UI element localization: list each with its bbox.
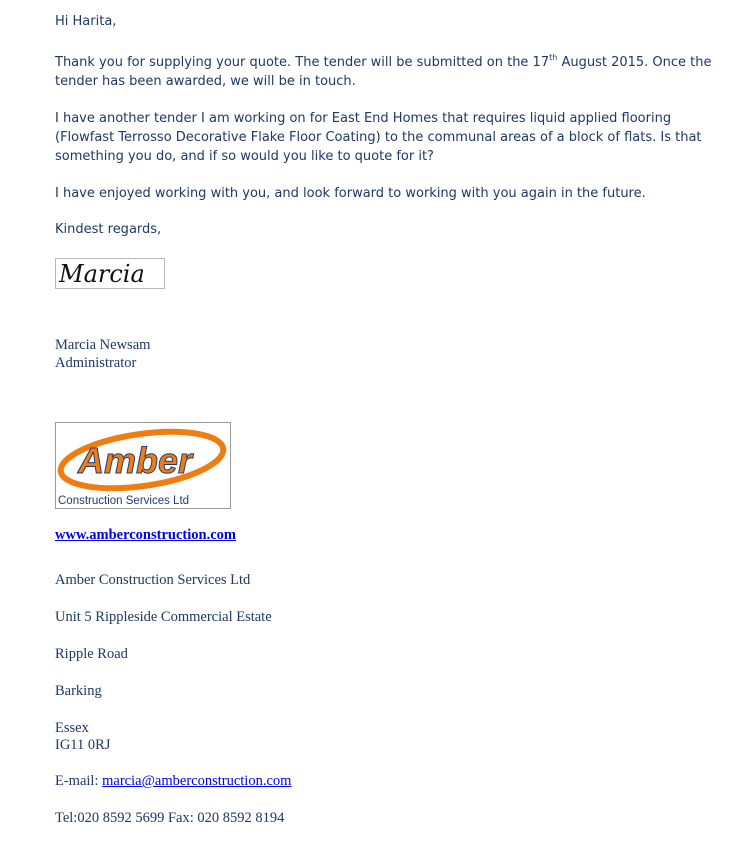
logo-subtitle-text: Construction Services Ltd <box>58 495 190 507</box>
website-link[interactable]: www.amberconstruction.com <box>55 527 236 543</box>
email-line <box>55 773 291 790</box>
sender-title: Administrator <box>55 355 137 371</box>
closing-line: Kindest regards, <box>55 222 162 237</box>
paragraph-new-tender: I have another tender I am working on for East End Homes that requires liquid applied flooring (Flowfast Terrosso Decorative Flake Floor Coating) to the communal areas of a block of flats. Is that something you do, and if so would you like to quote for it? <box>55 111 702 164</box>
email-label: E-mail: <box>55 773 103 789</box>
handwritten-signature <box>55 258 165 289</box>
address-county: Essex <box>55 720 89 736</box>
sender-name: Marcia Newsam <box>55 337 151 353</box>
address-postcode: IG11 0RJ <box>55 737 111 753</box>
paragraph-tender-submission <box>55 53 715 91</box>
greeting: Hi Harita, <box>55 14 117 29</box>
address-line-2: Ripple Road <box>55 646 128 662</box>
logo-brand-text: Amber <box>78 440 193 481</box>
email-link[interactable]: marcia@amberconstruction.com <box>102 773 292 789</box>
company-name: Amber Construction Services Ltd <box>55 572 251 588</box>
address-line-1: Unit 5 Rippleside Commercial Estate <box>55 609 272 625</box>
paragraph-tender-text-b: August 2015. Once the tender has been awarded, we will be in touch. <box>55 55 712 89</box>
address-town: Barking <box>55 683 102 699</box>
paragraph-enjoyed-working: I have enjoyed working with you, and look forward to working with you again in the future. <box>55 186 646 201</box>
paragraph-tender-text-a: Thank you for supplying your quote. The tender will be submitted on the 17 <box>55 55 550 70</box>
amber-company-logo <box>55 422 231 509</box>
signature-script: Marcia <box>59 260 145 288</box>
ordinal-suffix: th <box>549 52 558 62</box>
phone-fax-line: Tel:020 8592 5699 Fax: 020 8592 8194 <box>55 810 285 826</box>
website-line <box>55 527 236 544</box>
